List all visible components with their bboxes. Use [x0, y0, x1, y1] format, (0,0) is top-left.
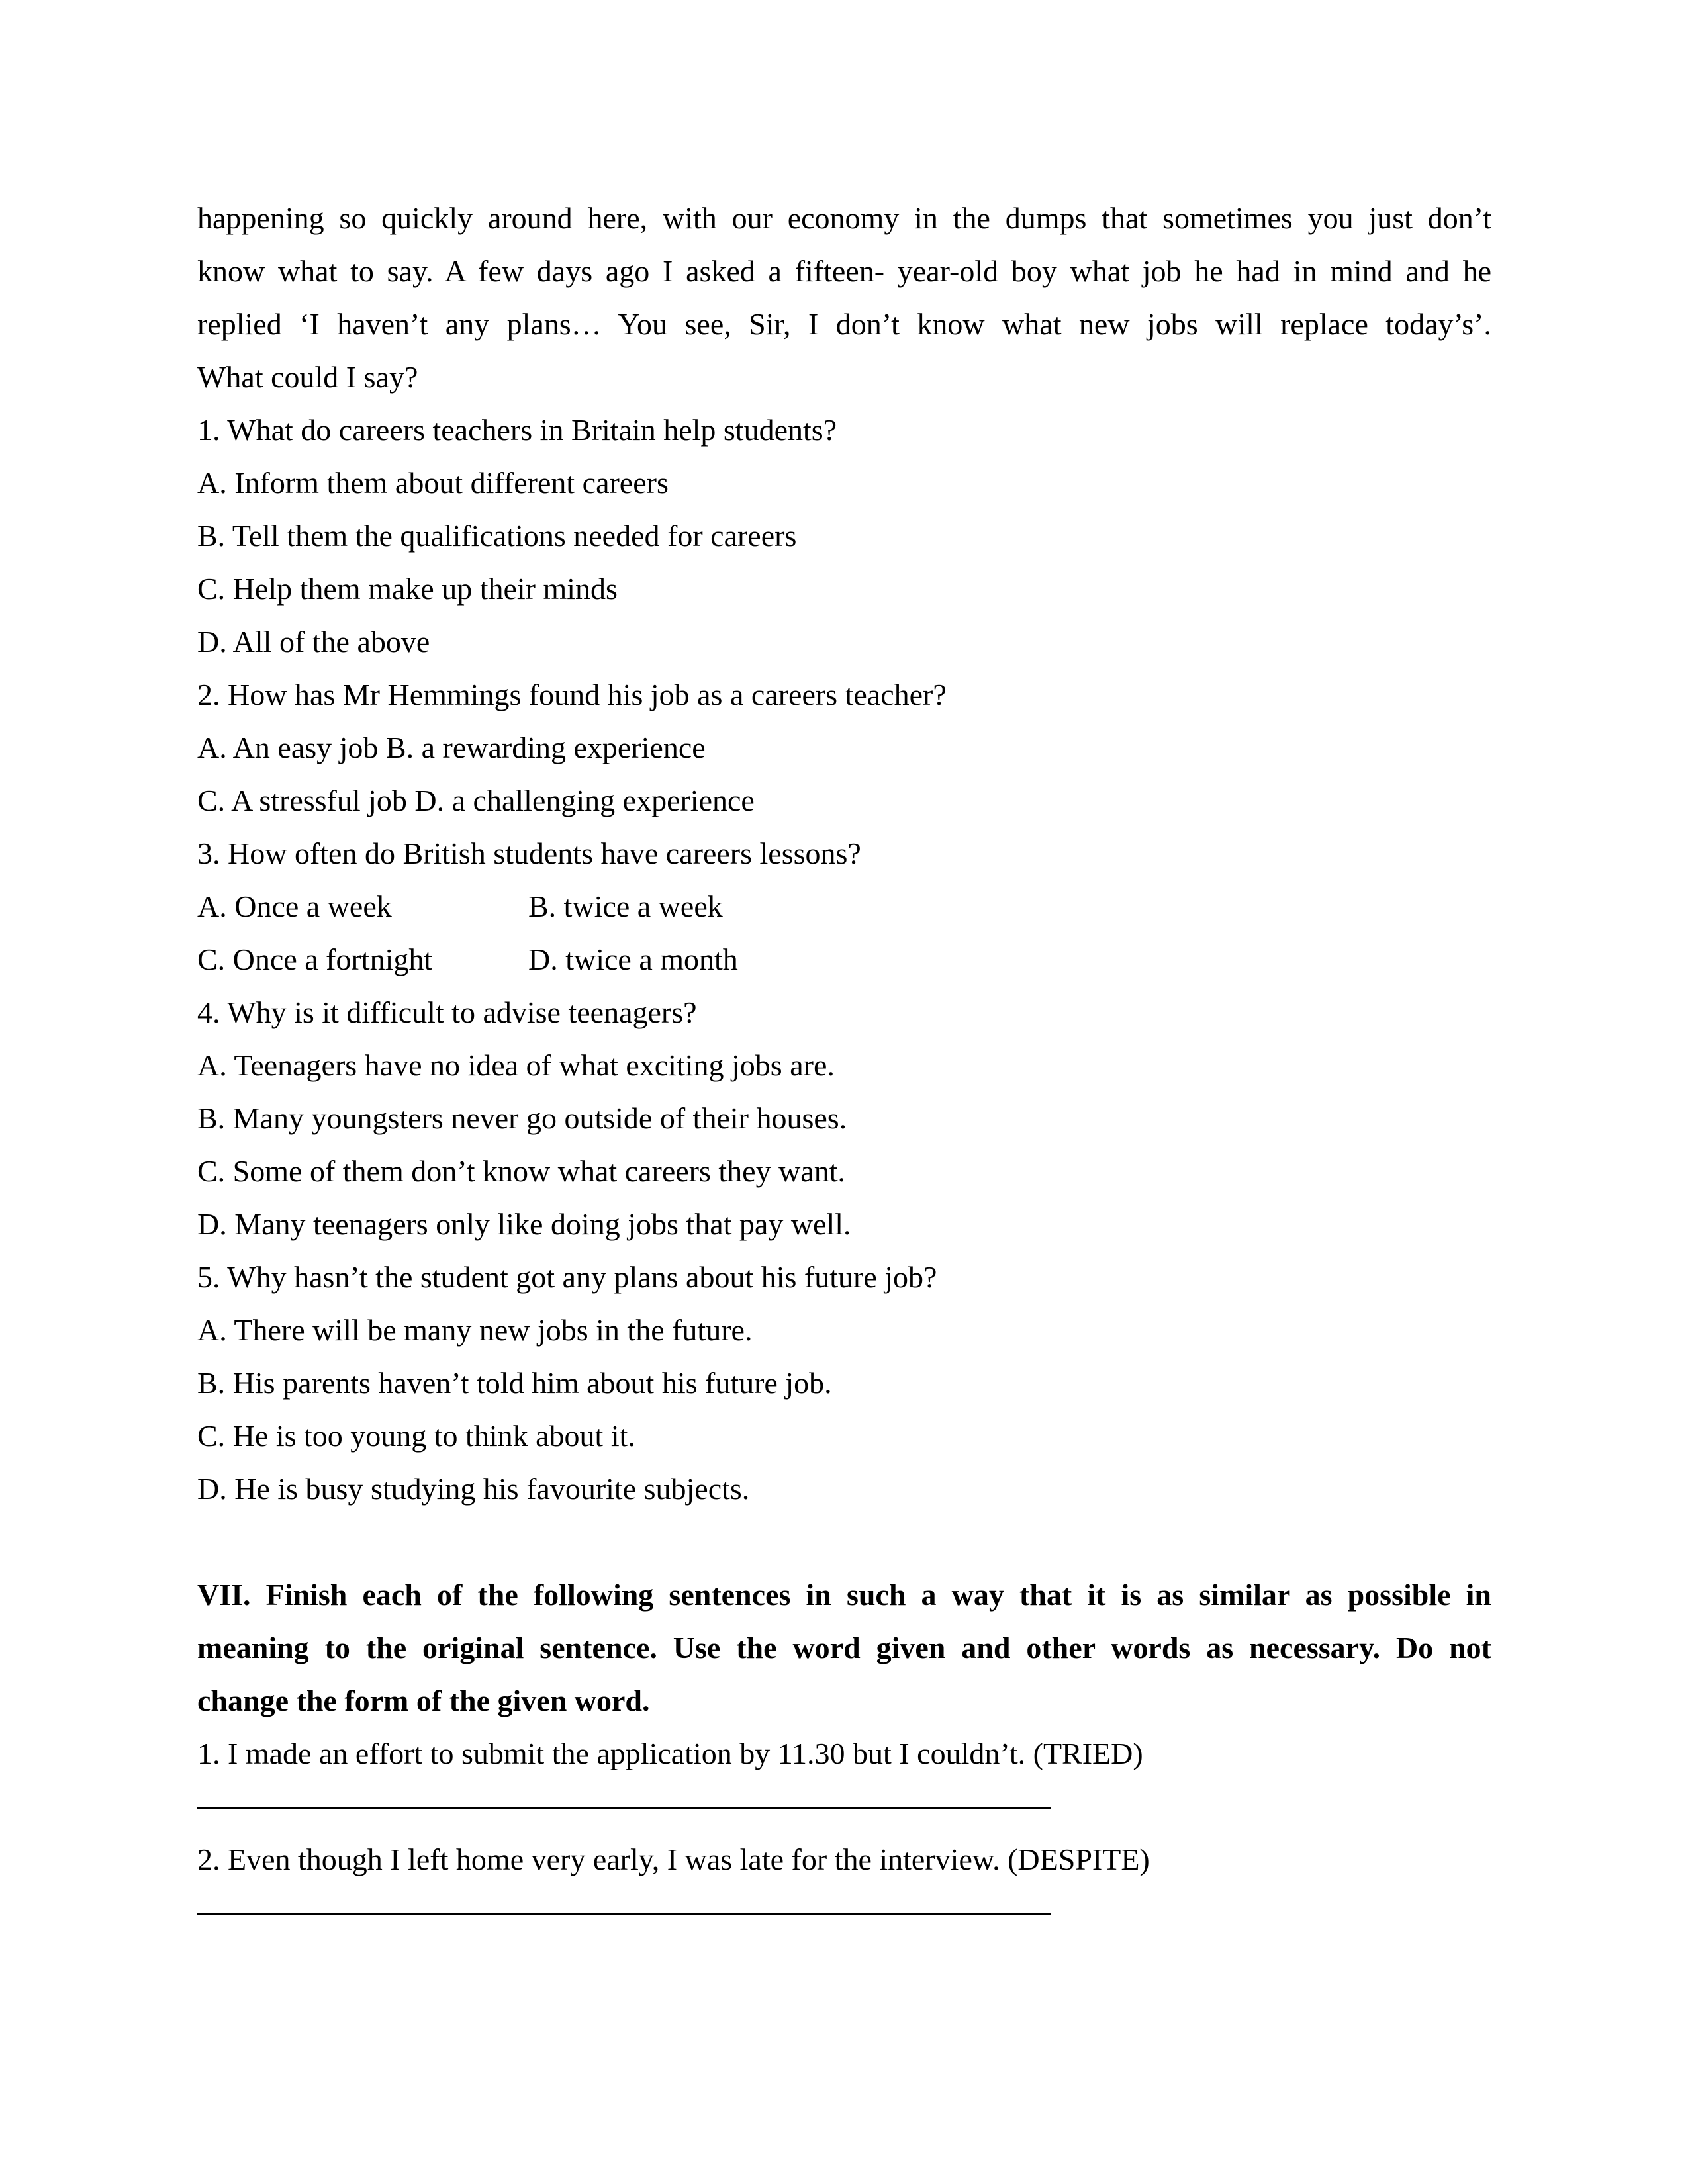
passage-line: What could I say? [197, 360, 418, 394]
answer-option: A. Teenagers have no idea of what exciting jobs are. [197, 1048, 835, 1082]
question-stem: 5. Why hasn’t the student got any plans about his future job? [197, 1260, 937, 1294]
answer-option: D. He is busy studying his favourite subjects. [197, 1472, 750, 1506]
answer-option: D. Many teenagers only like doing jobs that pay well. [197, 1207, 851, 1241]
answer-option: B. His parents haven’t told him about his future job. [197, 1366, 832, 1400]
answer-option: C. Help them make up their minds [197, 572, 618, 606]
passage-line: happening so quickly around here, with our economy in the dumps that sometimes you just don’t [197, 201, 1491, 235]
passage-line: know what to say. A few days ago I asked a fifteen- year-old boy what job he had in mind and he [197, 254, 1491, 288]
question-stem: 1. What do careers teachers in Britain help students? [197, 413, 837, 447]
rewrite-item-2 [197, 1833, 1491, 1915]
reading-passage [197, 192, 1491, 404]
answer-option: A. Once a week [197, 889, 392, 923]
question-stem: 3. How often do British students have careers lessons? [197, 837, 861, 870]
answer-option: B. Tell them the qualifications needed for careers [197, 519, 797, 553]
section-heading-line: VII. Finish each of the following sentences in such a way that it is as similar as possible in [197, 1578, 1491, 1612]
rewrite-item-1 [197, 1727, 1491, 1809]
document-page [197, 192, 1491, 1939]
answer-option: C. Some of them don’t know what careers they want. [197, 1154, 845, 1188]
section-heading-line: change the form of the given word. [197, 1684, 650, 1717]
answer-option: A. An easy job B. a rewarding experience [197, 731, 706, 764]
answer-option-row [197, 880, 1491, 933]
question-stem: 4. Why is it difficult to advise teenagers? [197, 995, 697, 1029]
section-spacer [197, 1516, 1491, 1569]
answer-option: B. Many youngsters never go outside of their houses. [197, 1101, 847, 1135]
answer-option: A. Inform them about different careers [197, 466, 669, 500]
section-heading-line: meaning to the original sentence. Use the word given and other words as necessary. Do not [197, 1631, 1491, 1664]
answer-option: A. There will be many new jobs in the future. [197, 1313, 753, 1347]
answer-option: C. He is too young to think about it. [197, 1419, 635, 1453]
question-stem: 2. How has Mr Hemmings found his job as a careers teacher? [197, 678, 947, 711]
question-3 [197, 827, 1491, 986]
answer-option: D. All of the above [197, 625, 430, 659]
answer-option: C. Once a fortnight [197, 942, 433, 976]
question-1 [197, 404, 1491, 668]
answer-option-row [197, 933, 1491, 986]
answer-blank-line[interactable] [197, 1913, 1051, 1915]
question-2 [197, 668, 1491, 827]
rewrite-prompt: 1. I made an effort to submit the application by 11.30 but I couldn’t. (TRIED) [197, 1737, 1143, 1770]
section-7-instructions [197, 1569, 1491, 1727]
rewrite-prompt: 2. Even though I left home very early, I was late for the interview. (DESPITE) [197, 1843, 1150, 1876]
answer-option: D. twice a month [528, 942, 738, 976]
answer-blank-line[interactable] [197, 1807, 1051, 1809]
answer-option: C. A stressful job D. a challenging experience [197, 784, 755, 817]
question-4 [197, 986, 1491, 1251]
answer-option: B. twice a week [528, 889, 723, 923]
question-5 [197, 1251, 1491, 1516]
passage-line: replied ‘I haven’t any plans… You see, Sir, I don’t know what new jobs will replace today’s’. [197, 307, 1491, 341]
